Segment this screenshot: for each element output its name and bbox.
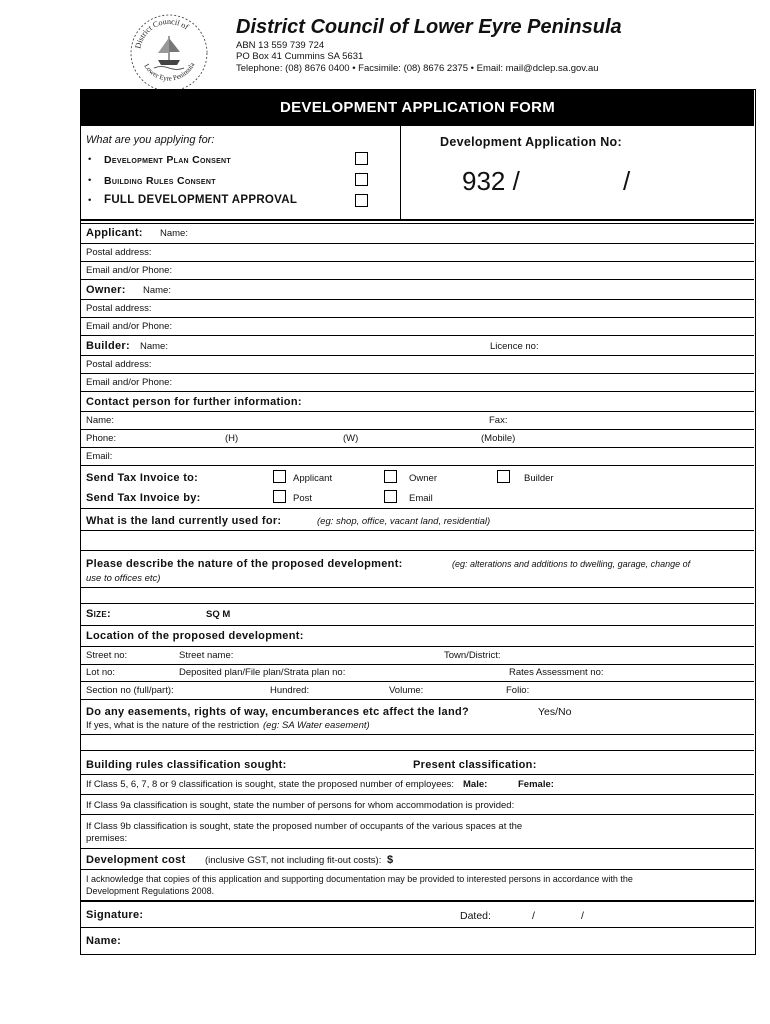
easements-question: Do any easements, rights of way, encumberances etc affect the land? bbox=[86, 706, 470, 718]
land-use-question: What is the land currently used for: bbox=[86, 515, 282, 527]
tax-to-builder: Builder bbox=[524, 473, 554, 484]
signature-label[interactable]: Signature: bbox=[86, 909, 144, 921]
lot-no[interactable]: Lot no: bbox=[86, 667, 116, 678]
owner-label: Owner: bbox=[86, 284, 126, 296]
builder-licence[interactable]: Licence no: bbox=[490, 341, 539, 352]
app-no-value: 932 / bbox=[462, 166, 520, 196]
rates-assessment[interactable]: Rates Assessment no: bbox=[509, 667, 604, 678]
size-label: Size: bbox=[86, 608, 111, 620]
classification-label: Building rules classification sought: bbox=[86, 759, 287, 771]
easements-yes-no[interactable]: Yes/No bbox=[538, 706, 572, 718]
builder-postal[interactable]: Postal address: bbox=[86, 359, 152, 370]
restriction-answer-line[interactable] bbox=[81, 750, 754, 751]
svg-text:District Council of: District Council of bbox=[133, 16, 191, 50]
hundred[interactable]: Hundred: bbox=[270, 685, 310, 696]
tax-by-email-checkbox[interactable] bbox=[384, 490, 397, 503]
present-classification-label: Present classification: bbox=[413, 759, 537, 771]
option-full-approval: FULL DEVELOPMENT APPROVAL bbox=[104, 194, 298, 206]
builder-email-phone[interactable]: Email and/or Phone: bbox=[86, 377, 173, 388]
class-9b-cont: premises: bbox=[86, 833, 128, 844]
describe-example-cont: use to offices etc) bbox=[86, 573, 161, 584]
deposited-plan[interactable]: Deposited plan/File plan/Strata plan no: bbox=[179, 667, 346, 678]
abn: ABN 13 559 739 724 bbox=[236, 40, 325, 51]
acknowledgement: I acknowledge that copies of this application and supporting documentation may be provided to interested persons in accordance with the bbox=[86, 874, 633, 884]
council-logo bbox=[128, 12, 210, 94]
contact-label: Contact person for further information: bbox=[86, 396, 302, 408]
cost-label: Development cost bbox=[86, 854, 186, 866]
form-title: DEVELOPMENT APPLICATION FORM bbox=[81, 90, 754, 126]
applying-for-label: What are you applying for: bbox=[86, 134, 215, 146]
tax-to-builder-checkbox[interactable] bbox=[497, 470, 510, 483]
phone-home: (H) bbox=[225, 433, 239, 444]
tax-by-email: Email bbox=[409, 493, 433, 504]
phone-work: (W) bbox=[343, 433, 359, 444]
building-rules-checkbox[interactable] bbox=[355, 173, 368, 186]
owner-name[interactable]: Name: bbox=[143, 285, 171, 296]
application-form: DEVELOPMENT APPLICATION FORM What are you applying for: • Development Plan Consent • Building Rules Consent • FULL DEVELOPMENT APPROVAL Development Application No: 932 / / Applicant: Name: Postal address: Email and/or Phone: Owner: Name: Postal address: Email and/or Phone: Builder: Name: Licence no: Postal address: Email and/or Phone: Contact person for further information: Name: Fax: Phone: (H) (W) (Mobile) Email: Send Tax Invoice to: Applicant Owner Builder Send Tax Invoice by: Post Email What is the land currently used for: (eg: shop, office, vacant land, residential) Please describe the nature of the proposed development: (eg: alterations and additions to dwelling, garage, change of use to offices etc) Size: SQ M Location of the proposed development: Street no: Street name: Town/District: Lot no: Deposited plan/File plan/Strata plan no: Rates Assessment no: Section no (full/part): Hundred: Volume: Folio: Do any easements, rights of way, encumberances etc affect the land? Yes/No If yes, what is the nature of the restriction (eg: SA Water easement) Building rules classification sought: Present classification: If Class 5, 6, 7, 8 or 9 classification is sought, state the proposed number of employees: Male: Female: If Class 9a classification is sought, state the number of persons for whom accommodation is provided: If Class 9b classification is sought, state the proposed number of occupants of the various spaces at the premises: Development cost (inclusive GST, not including fit-out costs): $ I acknowledge that copies of this application and supporting documentation may be provided to interested persons in accordance with the Development Regulations 2008. Signature: Dated: / / Name: bbox=[80, 89, 756, 955]
dev-plan-checkbox[interactable] bbox=[355, 152, 368, 165]
describe-answer-line[interactable] bbox=[81, 603, 754, 604]
svg-text:Lower Eyre Peninsula: Lower Eyre Peninsula bbox=[142, 61, 197, 83]
acknowledgement-cont: Development Regulations 2008. bbox=[86, 886, 215, 896]
location-label: Location of the proposed development: bbox=[86, 630, 304, 642]
class-9b-occupants: If Class 9b classification is sought, state the proposed number of occupants of the various spaces at the bbox=[86, 821, 523, 832]
volume[interactable]: Volume: bbox=[389, 685, 424, 696]
class-9a-persons: If Class 9a classification is sought, state the number of persons for whom accommodation is provided: bbox=[86, 800, 515, 811]
section-no[interactable]: Section no (full/part): bbox=[86, 685, 174, 696]
app-no-slash: / bbox=[623, 166, 631, 196]
street-no[interactable]: Street no: bbox=[86, 650, 128, 661]
describe-example: (eg: alterations and additions to dwelling, garage, change of bbox=[452, 559, 691, 569]
contact-fax[interactable]: Fax: bbox=[489, 415, 508, 426]
land-use-answer-line[interactable] bbox=[81, 550, 754, 551]
owner-email-phone[interactable]: Email and/or Phone: bbox=[86, 321, 173, 332]
applicant-email-phone[interactable]: Email and/or Phone: bbox=[86, 265, 173, 276]
signatory-name-label[interactable]: Name: bbox=[86, 935, 122, 947]
town-district[interactable]: Town/District: bbox=[444, 650, 501, 661]
postal-address: PO Box 41 Cummins SA 5631 bbox=[236, 51, 364, 62]
phone-mobile: (Mobile) bbox=[481, 433, 516, 444]
option-dev-plan: Development Plan Consent bbox=[104, 154, 231, 166]
tax-invoice-by-label: Send Tax Invoice by: bbox=[86, 492, 201, 504]
tax-invoice-to-label: Send Tax Invoice to: bbox=[86, 472, 199, 484]
male-label[interactable]: Male: bbox=[463, 779, 488, 790]
restriction-label: If yes, what is the nature of the restriction bbox=[86, 720, 260, 731]
applicant-label: Applicant: bbox=[86, 227, 143, 239]
contact-email[interactable]: Email: bbox=[86, 451, 113, 462]
applicant-name[interactable]: Name: bbox=[160, 228, 188, 239]
contact-details: Telephone: (08) 8676 0400 • Facsimile: (08) 8676 2375 • Email: mail@dclep.sa.gov.au bbox=[236, 63, 599, 74]
restriction-example: (eg: SA Water easement) bbox=[263, 720, 370, 731]
tax-by-post-checkbox[interactable] bbox=[273, 490, 286, 503]
builder-label: Builder: bbox=[86, 340, 130, 352]
date-slash-1: / bbox=[532, 910, 535, 922]
describe-question: Please describe the nature of the proposed development: bbox=[86, 558, 403, 570]
size-unit: SQ M bbox=[206, 609, 231, 620]
folio[interactable]: Folio: bbox=[506, 685, 530, 696]
app-no-label: Development Application No: bbox=[440, 135, 622, 149]
street-name[interactable]: Street name: bbox=[179, 650, 234, 661]
tax-to-owner: Owner bbox=[409, 473, 437, 484]
tax-to-applicant-checkbox[interactable] bbox=[273, 470, 286, 483]
tax-to-applicant: Applicant bbox=[293, 473, 333, 484]
class-5-9-employees: If Class 5, 6, 7, 8 or 9 classification is sought, state the proposed number of employees: bbox=[86, 779, 455, 790]
dated-label[interactable]: Dated: bbox=[460, 910, 491, 922]
contact-phone[interactable]: Phone: bbox=[86, 433, 117, 444]
tax-to-owner-checkbox[interactable] bbox=[384, 470, 397, 483]
builder-name[interactable]: Name: bbox=[140, 341, 168, 352]
contact-name[interactable]: Name: bbox=[86, 415, 114, 426]
cost-note: (inclusive GST, not including fit-out costs): bbox=[205, 855, 382, 866]
land-use-example: (eg: shop, office, vacant land, residential) bbox=[317, 516, 491, 527]
applicant-postal[interactable]: Postal address: bbox=[86, 247, 152, 258]
cost-currency[interactable]: $ bbox=[387, 854, 394, 866]
date-slash-2: / bbox=[581, 910, 584, 922]
council-name: District Council of Lower Eyre Peninsula bbox=[236, 16, 622, 38]
owner-postal[interactable]: Postal address: bbox=[86, 303, 152, 314]
option-building-rules: Building Rules Consent bbox=[104, 175, 216, 187]
tax-by-post: Post bbox=[293, 493, 313, 504]
full-approval-checkbox[interactable] bbox=[355, 194, 368, 207]
female-label[interactable]: Female: bbox=[518, 779, 554, 790]
